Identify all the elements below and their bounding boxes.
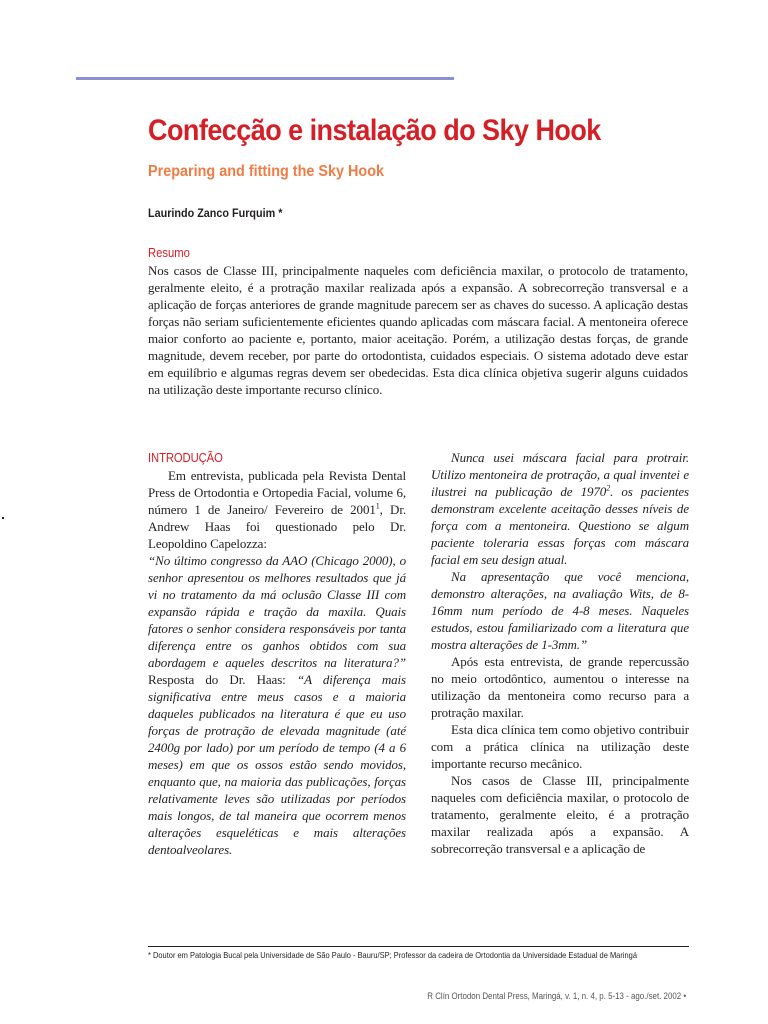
body-paragraph-3: Esta dica clínica tem como objetivo contribuir com a prática clínica na utilização deste importante recurso mecânico. [431, 722, 689, 771]
answer3-text: Na apresentação que você menciona, demonstro alterações, na avaliação Wits, de 8-16mm num período de 4-8 meses. Naqueles estudos, estou familiarizado com a literatura que mostra alterações de 1-3mm.” [431, 569, 689, 652]
answer2-start: Nunca usei máscara facial para protrair. Utilizo mentoneira de protração, a qual inventei e ilustrei na publicação de 1970 [431, 450, 689, 499]
author-footnote: * Doutor em Patologia Bucal pela Universidade de São Paulo - Bauru/SP; Professor da cadeira de Ortodontia da Universidade Estadual de Maringá [148, 950, 637, 960]
body-paragraph-4: Nos casos de Classe III, principalmente naqueles com deficiência maxilar, o protocolo de tratamento, geralmente eleito, é a protração maxilar realizada após a expansão. A sobrecorreção transversal e a aplicação de [431, 773, 689, 856]
body-paragraph-2: Após esta entrevista, de grande repercussão no meio ortodôntico, aumentou o interesse na utilização da mentoneira como recurso para a protração maxilar. [431, 654, 689, 720]
journal-citation: R Clín Ortodon Dental Press, Maringá, v. 1, n. 4, p. 5-13 - ago./set. 2002 • [427, 991, 686, 1001]
margin-mark [2, 517, 4, 519]
article-title: Confecção e instalação do Sky Hook [148, 114, 601, 147]
article-subtitle: Preparing and fitting the Sky Hook [148, 163, 385, 180]
answer-lead: Resposta do Dr. Haas: [148, 672, 297, 687]
answer-paragraph-2 [431, 449, 689, 568]
author-name: Laurindo Zanco Furquim * [148, 206, 283, 220]
intro-text-start: Em entrevista, publicada pela Revista Dental Press de Ortodontia e Ortopedia Facial, volume 6, número 1 de Janeiro/ Fevereiro de 2001 [148, 468, 406, 517]
interview-question [148, 552, 406, 858]
right-column [431, 449, 689, 857]
intro-paragraph [148, 467, 406, 552]
abstract-heading: Resumo [148, 246, 190, 260]
answer-text: “A diferença mais significativa entre meus casos e a maioria daqueles publicados na literatura é que eu uso forças de protração de elevada magnitude (até 2400g por lado) por um período de tempo (4 a 6 meses) em que os ossos estão sendo movidos, enquanto que, na maioria das publicações, forças relativamente leves são utilizadas por períodos mais longos, de tal maneira que ocorrem menos alterações esqueléticas e mais alterações dentoalveolares. [148, 672, 407, 857]
section-heading-introducao: INTRODUÇÃO [148, 451, 223, 465]
question-text: “No último congresso da AAO (Chicago 2000), o senhor apresentou os melhores resultados que já vi no tratamento da má oclusão Classe III com expansão rápida e tração da maxila. Quais fatores o senhor considera responsáveis por tanta diferença entre os ganhos obtidos com sua abordagem e aqueles descritos na literatura?” [148, 553, 406, 670]
answer-paragraph-3 [431, 568, 689, 653]
answer2-end: . os pacientes demonstram excelente aceitação desses níveis de força com a mentoneira. Questiono se algum paciente toleraria essas forças com máscara facial em seu design atual. [431, 484, 689, 567]
reference-2: 2 [606, 483, 611, 493]
reference-1: 1 [375, 501, 380, 511]
intro-text-end: , Dr. Andrew Haas foi questionado pelo Dr. Leopoldino Capelozza: [148, 502, 406, 551]
header-rule [76, 77, 454, 80]
abstract-text: Nos casos de Classe III, principalmente naqueles com deficiência maxilar, o protocolo de tratamento, geralmente eleito, é a protração maxilar realizada após a expansão. A sobrecorreção transversal e a aplicação de forças anteriores de grande magnitude parecem ser as chaves do sucesso. A aplicação destas forças não seriam suficientemente eficientes quando aplicadas com máscara facial. A mentoneira oferece maior conforto ao paciente e, portanto, maior aceitação. Porém, a utilização destas forças, de grande magnitude, devem receber, por parte do ortodontista, cuidados especiais. O sistema adotado deve estar em equilíbrio e algumas regras devem ser obedecidas. Esta dica clínica objetiva sugerir alguns cuidados na utilização deste importante recurso clínico. [148, 263, 688, 397]
footnote-rule [148, 946, 689, 947]
left-column [148, 449, 406, 858]
